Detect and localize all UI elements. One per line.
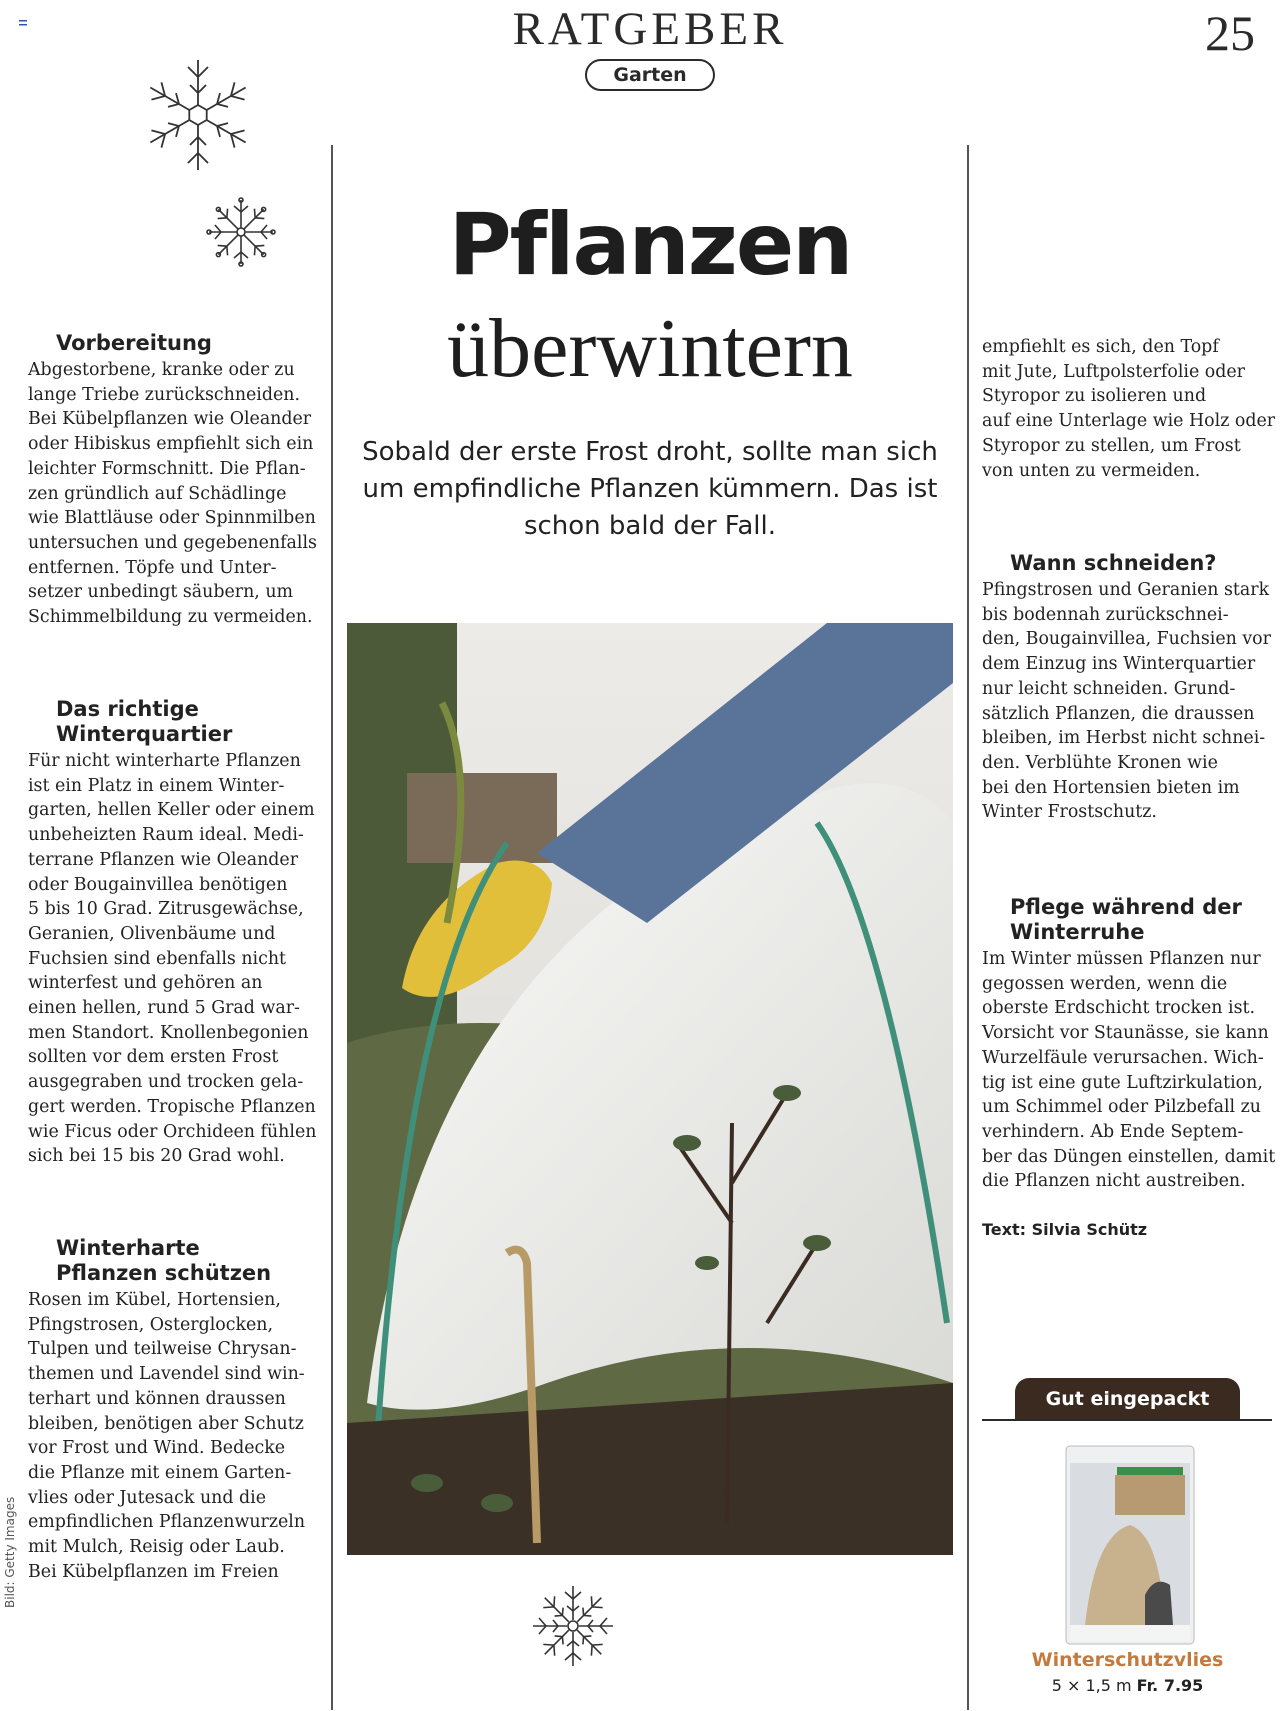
column-divider <box>967 145 969 1710</box>
section-heading: Pflege während der Winterruhe <box>1010 895 1242 944</box>
section-body: Im Winter müssen Pflanzen nur gegossen werden, wenn die oberste Erdschicht trocken ist. Vorsicht vor Staunässe, sie kann Wurzelfäule verursachen. Wich- tig ist eine gute Luftzirkulation, um Schimmel oder Pilzbefall zu verhindern. Ab Ende Septem- ber das Düngen einstellen, damit die Pflanzen nicht austreiben. <box>982 949 1276 1192</box>
product-box-rule <box>982 1419 1272 1421</box>
photo-credit: Bild: Getty Images <box>3 1496 17 1608</box>
page-number: 25 <box>1205 5 1255 61</box>
snowflake-icon <box>133 55 263 175</box>
section-winterquartier <box>28 697 328 1169</box>
product-price: Fr. 7.95 <box>1136 1676 1204 1695</box>
section-title: RATGEBER <box>512 3 788 55</box>
product-name: Winterschutzvlies <box>1031 1649 1224 1671</box>
snowflake-icon <box>528 1581 618 1671</box>
garden-photo <box>347 623 953 1555</box>
product-size: 5 × 1,5 m <box>1051 1676 1132 1695</box>
section-body: Rosen im Kübel, Hortensien, Pfingstrosen, Osterglocken, Tulpen und teilweise Chrysan- themen und Lavendel sind win- terhart und können draussen bleiben, benötigen aber Schutz vor Frost und Wind. Bedecke die Pflanze mit einem Garten- vlies oder Jutesack und die empfindlichen Pflanzenwurzeln mit Mulch, Reisig oder Laub. Bei Kübelpflanzen im Freien <box>28 1290 306 1582</box>
section-body: Pfingstrosen und Geranien stark bis bodennah zurückschnei- den, Bougainvillea, Fuchsien vor dem Einzug ins Winterquartier nur leicht schneiden. Grund- sätzlich Pflanzen, die draussen bleiben, im Herbst nicht schnei- den. Verblühte Kronen wie bei den Hortensien bieten im Winter Frostschutz. <box>982 580 1271 823</box>
product-info <box>1015 1676 1240 1695</box>
section-heading: Das richtige Winterquartier <box>56 697 233 746</box>
section-body: Für nicht winterharte Pflanzen ist ein Platz in einem Winter- garten, hellen Keller oder einem unbeheizten Raum ideal. Medi- terrane Pflanzen wie Oleander oder Bougainvillea benötigen 5 bis 10 Grad. Zitrusgewächse, Geranien, Olivenbäume und Fuchsien sind ebenfalls nicht winterfest und gehören an einen hellen, rund 5 Grad war- men Standort. Knollenbegonien sollten vor dem ersten Frost ausgegraben und trocken gela- gert werden. Tropische Pflanzen wie Ficus oder Orchideen fühlen sich bei 15 bis 20 Grad wohl. <box>28 751 317 1167</box>
section-heading: Winterharte Pflanzen schützen <box>56 1236 272 1285</box>
headline-subline: überwintern <box>447 302 853 395</box>
section-body: Abgestorbene, kranke oder zu lange Triebe zurückschneiden. Bei Kübelpflanzen wie Oleander oder Hibiskus empfiehlt sich ein leichter Formschnitt. Die Pflan- zen gründlich auf Schädlinge wie Blattläuse oder Spinnmilben untersuchen und gegebenenfalls entfernen. Töpfe und Unter- setzer unbedingt säubern, um Schimmelbildung zu vermeiden. <box>28 360 317 628</box>
section-heading: Wann schneiden? <box>1010 551 1217 575</box>
headline: Pflanzen <box>448 195 852 295</box>
section-pflege <box>982 895 1277 1194</box>
text-credit: Text: Silvia Schütz <box>982 1220 1148 1239</box>
column-divider <box>331 145 333 1710</box>
section-continued <box>982 335 1277 483</box>
menu-icon <box>19 20 27 26</box>
section-vorbereitung <box>28 331 328 630</box>
snowflake-icon <box>206 197 276 267</box>
section-tag[interactable]: Garten <box>585 59 715 91</box>
lead-text: Sobald der erste Frost droht, sollte man sich um empfindliche Pflanzen kümmern. Das ist schon bald der Fall. <box>362 437 938 541</box>
product-box-tab: Gut eingepackt <box>1015 1378 1240 1420</box>
section-wann-schneiden <box>982 551 1277 825</box>
product-image[interactable] <box>1065 1445 1195 1645</box>
section-heading: Vorbereitung <box>56 331 212 355</box>
section-body: empfiehlt es sich, den Topf mit Jute, Luftpolsterfolie oder Styropor zu isolieren und auf eine Unterlage wie Holz oder Styropor zu stellen, um Frost von unten zu vermeiden. <box>982 337 1276 481</box>
section-winterharte <box>28 1236 328 1584</box>
